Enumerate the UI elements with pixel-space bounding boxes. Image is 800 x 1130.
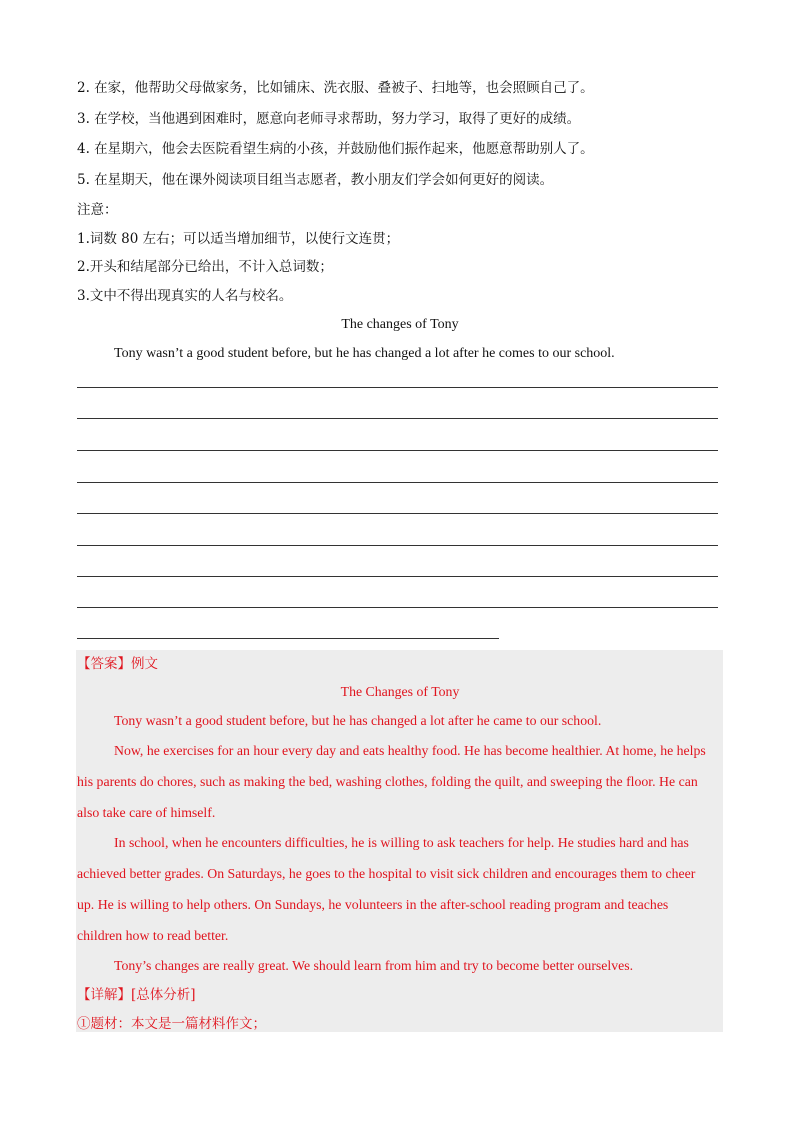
detail-label: 【详解】[总体分析] — [77, 987, 196, 1003]
notes-label: 注意： — [77, 202, 118, 218]
answer-line: achieved better grades. On Saturdays, he goes to the hospital to visit sick children and encourages them to cheer — [77, 866, 696, 881]
note-3: 3.文中不得出现真实的人名与校名。 — [77, 288, 293, 304]
answer-line: children how to read better. — [77, 928, 229, 943]
writing-line[interactable] — [77, 450, 718, 451]
writing-line-short[interactable] — [77, 638, 499, 639]
note-1: 1.词数 80 左右；可以适当增加细节，以使行文连贯； — [77, 231, 400, 247]
answer-line: Tony wasn’t a good student before, but he has changed a lot after he came to our school. — [114, 713, 602, 728]
requirement-point-3: 3. 在学校，当他遇到困难时，愿意向老师寻求帮助，努力学习，取得了更好的成绩。 — [77, 111, 581, 127]
writing-line[interactable] — [77, 418, 718, 419]
writing-line[interactable] — [77, 387, 718, 388]
note-2: 2.开头和结尾部分已给出，不计入总词数； — [77, 259, 333, 275]
requirement-point-2: 2. 在家，他帮助父母做家务，比如铺床、洗衣服、叠被子、扫地等，也会照顾自己了。 — [77, 80, 594, 96]
writing-line[interactable] — [77, 576, 718, 577]
answer-line: In school, when he encounters difficulties, he is willing to ask teachers for help. He studies hard and has — [114, 835, 689, 850]
requirement-point-5: 5. 在星期天，他在课外阅读项目组当志愿者，教小朋友们学会如何更好的阅读。 — [77, 172, 554, 188]
answer-line: Tony’s changes are really great. We should learn from him and try to become better ourselves. — [114, 958, 634, 973]
writing-line[interactable] — [77, 482, 718, 483]
writing-line[interactable] — [77, 545, 718, 546]
answer-title: The Changes of Tony — [340, 684, 460, 699]
writing-line[interactable] — [77, 607, 718, 608]
detail-point-1: ①题材：本文是一篇材料作文； — [77, 1016, 266, 1032]
requirement-point-4: 4. 在星期六，他会去医院看望生病的小孩，并鼓励他们振作起来，他愿意帮助别人了。 — [77, 141, 594, 157]
essay-opening: Tony wasn’t a good student before, but he has changed a lot after he comes to our school. — [114, 346, 615, 361]
answer-line: up. He is willing to help others. On Sundays, he volunteers in the after-school reading program and teaches — [77, 897, 669, 912]
answer-line: his parents do chores, such as making the bed, washing clothes, folding the quilt, and sweeping the floor. He can — [77, 774, 698, 789]
writing-line[interactable] — [77, 513, 718, 514]
answer-line: Now, he exercises for an hour every day and eats healthy food. He has become healthier. At home, he helps — [114, 743, 706, 758]
answer-line: also take care of himself. — [77, 805, 216, 820]
essay-title: The changes of Tony — [341, 317, 459, 332]
answer-label: 【答案】例文 — [77, 656, 158, 672]
